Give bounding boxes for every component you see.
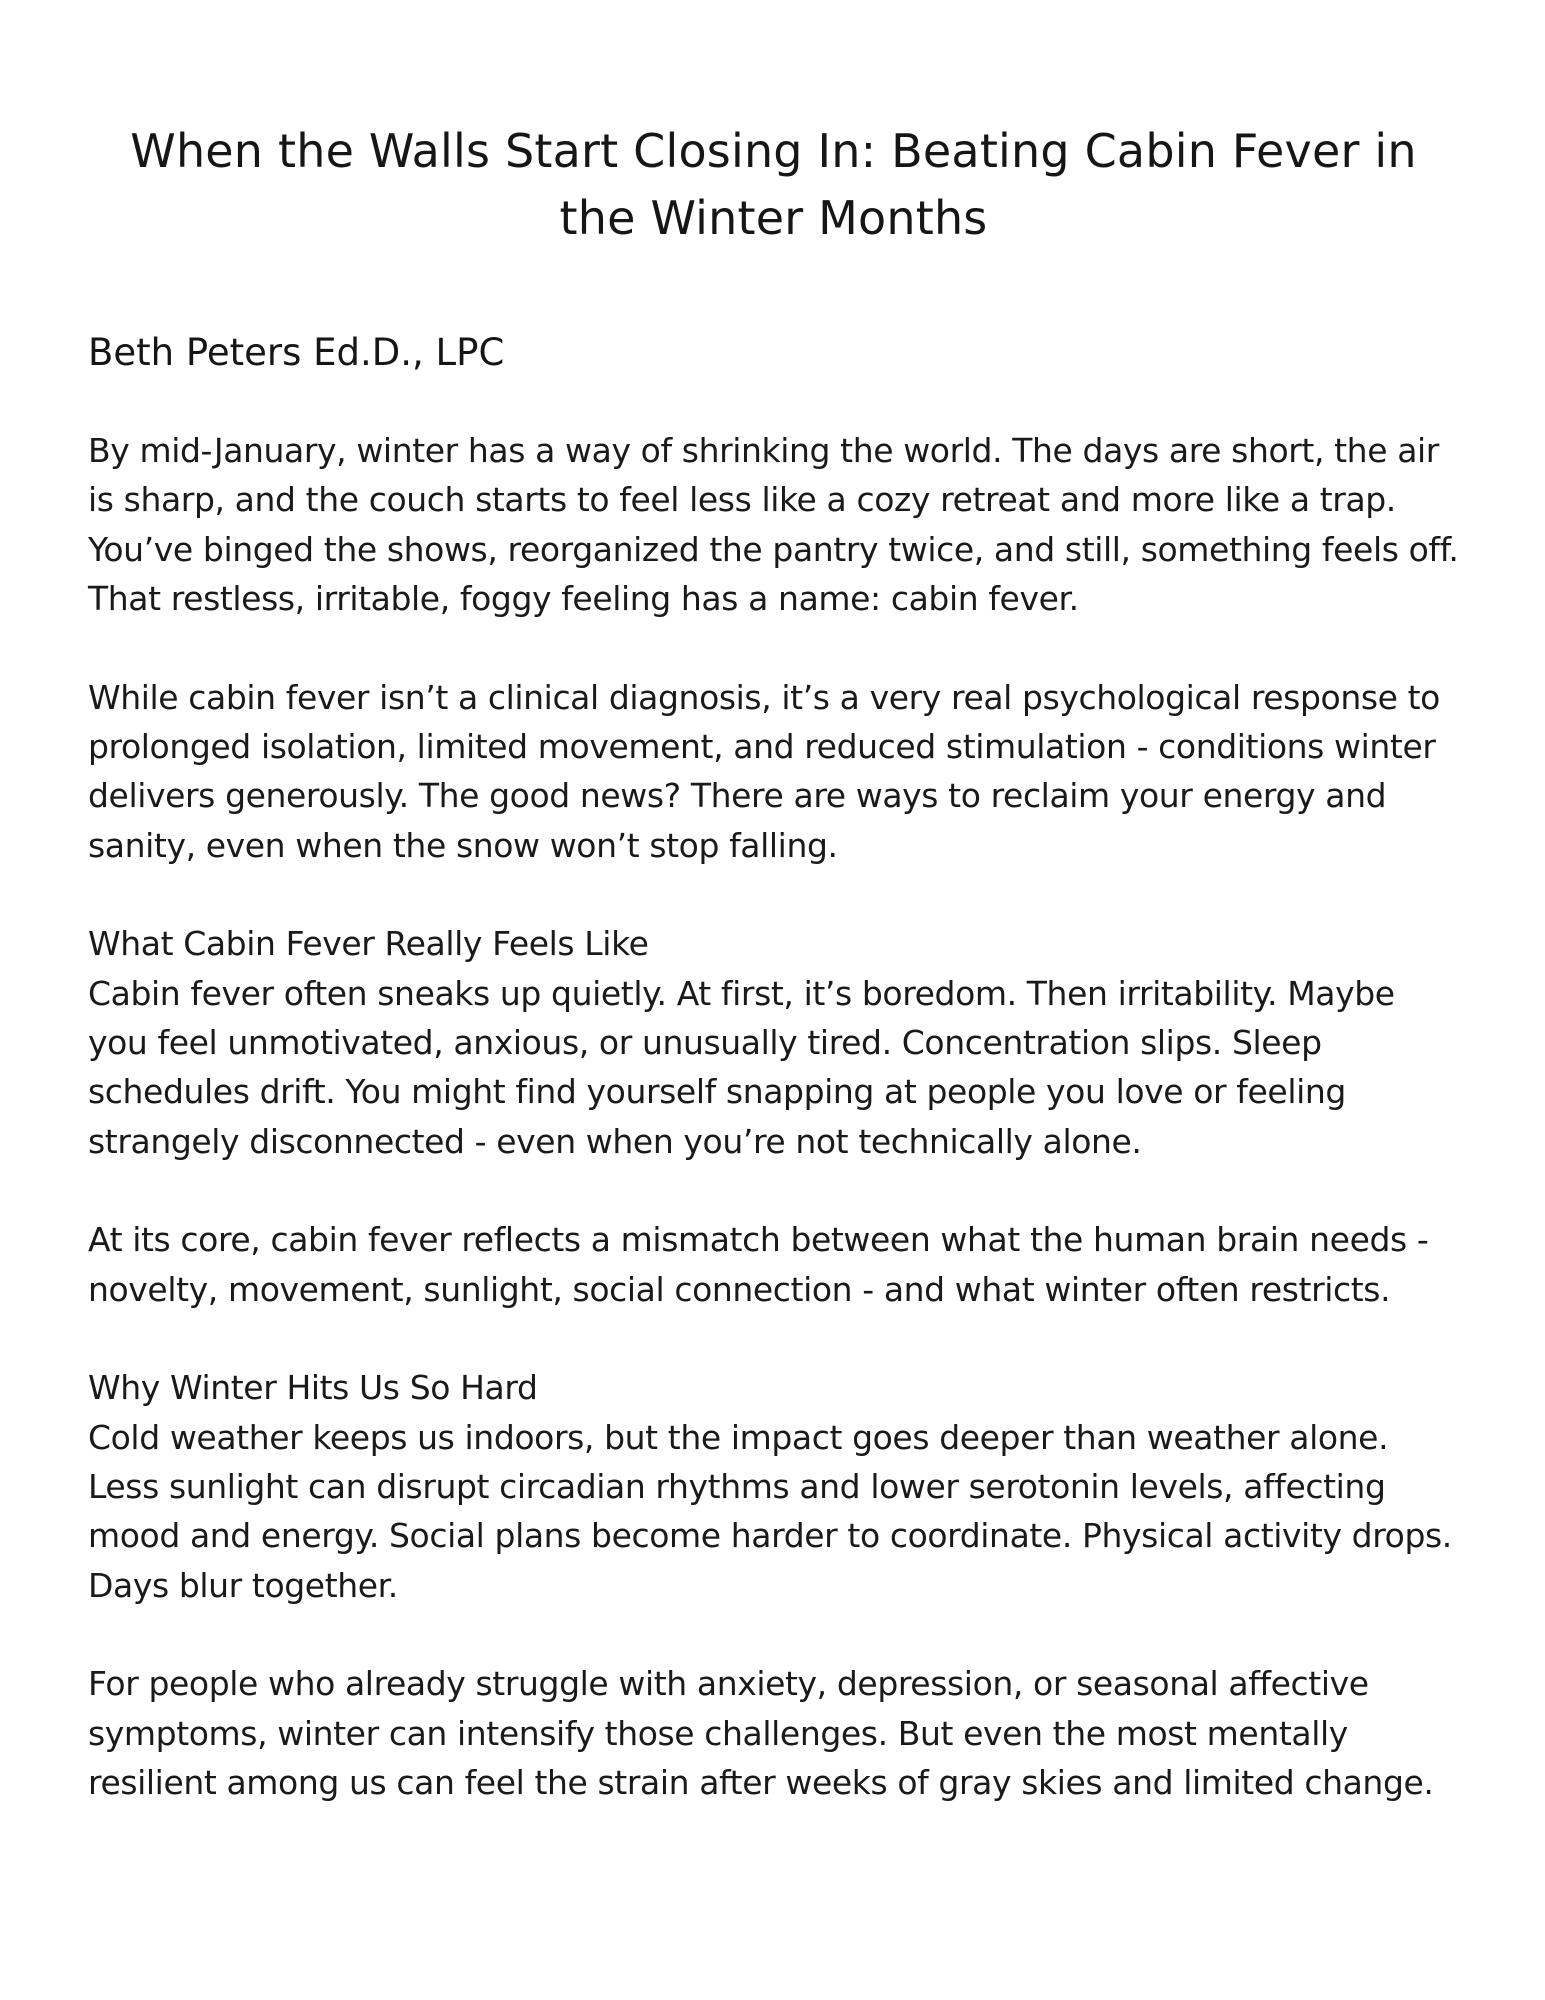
section-paragraph: Cold weather keeps us indoors, but the impact goes deeper than weather alone. Less sunlight can disrupt circadian rhythms and lower serotonin levels, affecting mood and energy. Social plans become harder to coordinate. Physical activity drops. Days blur together. — [88, 1417, 1452, 1605]
section-why-winter-hits-hard — [88, 1363, 1459, 1807]
section-paragraph: At its core, cabin fever reflects a mismatch between what the human brain needs - novelty, movement, sunlight, social connection - and what winter often restricts. — [88, 1220, 1429, 1309]
intro-paragraph-1: By mid-January, winter has a way of shrinking the world. The days are short, the air is sharp, and the couch starts to feel less like a cozy retreat and more like a trap. You’ve binged the shows, reorganized the pantry twice, and still, something feels off. That restless, irritable, foggy feeling has a name: cabin fever. — [88, 431, 1459, 619]
author-byline: Beth Peters Ed.D., LPC — [88, 331, 505, 374]
section-paragraph: Cabin fever often sneaks up quietly. At first, it’s boredom. Then irritability. Maybe you feel unmotivated, anxious, or unusually tired. Concentration slips. Sleep schedules drift. You might find yourself snapping at people you love or feeling strangely disconnected - even when you’re not technically alone. — [88, 973, 1395, 1161]
section-paragraph: For people who already struggle with anxiety, depression, or seasonal affective symptoms, winter can intensify those challenges. But even the most mentally resilient among us can feel the strain after weeks of gray skies and limited change. — [88, 1664, 1434, 1802]
intro-paragraph-2: While cabin fever isn’t a clinical diagnosis, it’s a very real psychological response to prolonged isolation, limited movement, and reduced stimulation - conditions winter delivers generously. The good news? There are ways to reclaim your energy and sanity, even when the snow won’t stop falling. — [88, 677, 1440, 865]
article-title: When the Walls Start Closing In: Beating Cabin Fever in the Winter Months — [130, 124, 1417, 245]
section-what-cabin-fever-feels-like — [88, 919, 1459, 1314]
section-heading: What Cabin Fever Really Feels Like — [88, 924, 649, 964]
section-heading: Why Winter Hits Us So Hard — [88, 1368, 538, 1408]
